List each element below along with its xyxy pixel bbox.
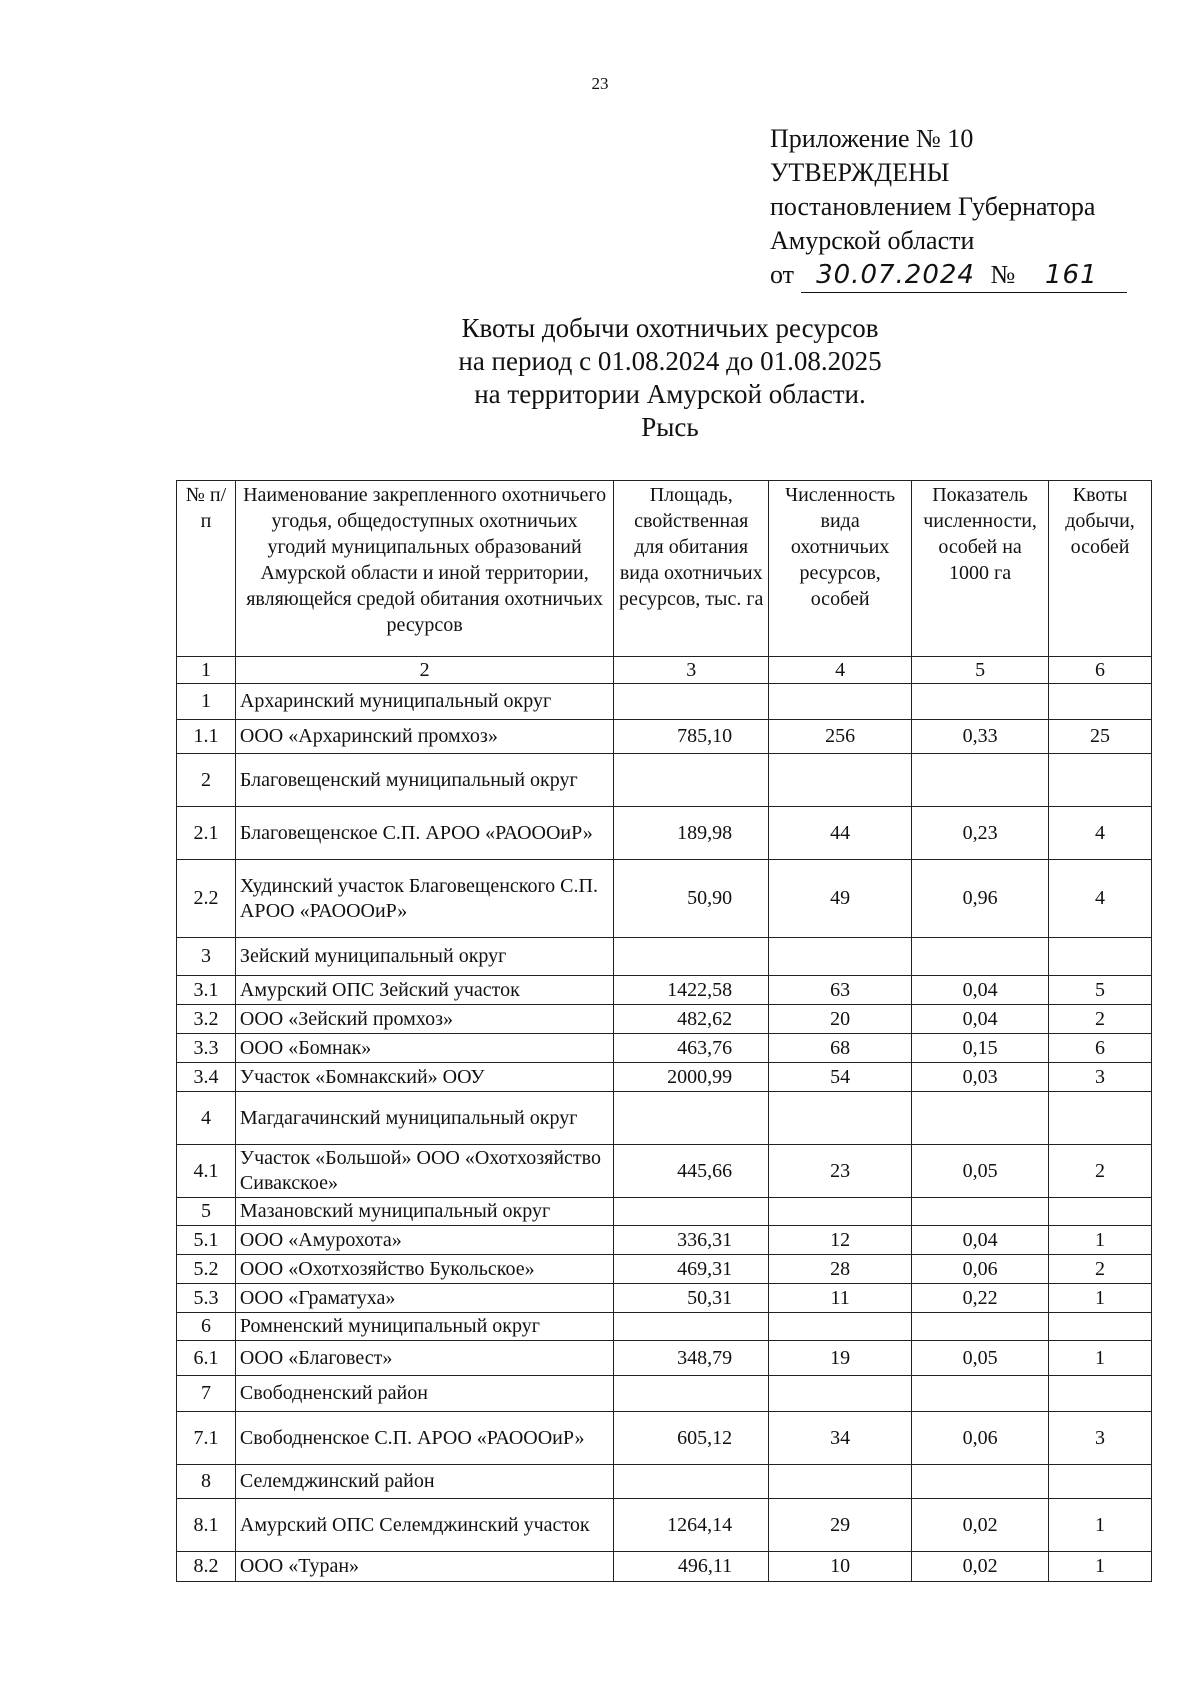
row-number-cell: 4 (177, 1092, 236, 1145)
quota-cell: 1 (1049, 1341, 1152, 1376)
population-cell: 63 (769, 976, 912, 1005)
title-species: Рысь (641, 412, 699, 442)
quota-cell: 2 (1049, 1255, 1152, 1284)
density-index-cell (912, 1313, 1049, 1341)
hunting-ground-name-cell: ООО «Архаринский промхоз» (235, 720, 613, 754)
hunting-ground-name-cell: Мазановский муниципальный округ (235, 1198, 613, 1226)
density-index-cell (912, 1092, 1049, 1145)
area-cell: 785,10 (614, 720, 769, 754)
column-number-cell: 2 (235, 657, 613, 684)
area-cell: 348,79 (614, 1341, 769, 1376)
column-number-cell: 4 (769, 657, 912, 684)
density-index-cell: 0,22 (912, 1284, 1049, 1313)
hunting-ground-name-cell: Худинский участок Благовещенского С.П. АРОО «РАОООиР» (235, 860, 613, 938)
population-cell: 29 (769, 1499, 912, 1552)
area-cell: 469,31 (614, 1255, 769, 1284)
quota-cell: 6 (1049, 1034, 1152, 1063)
row-number-cell: 1 (177, 684, 236, 720)
area-cell (614, 938, 769, 976)
quota-cell: 4 (1049, 807, 1152, 860)
column-number-row (177, 657, 1152, 684)
quota-cell (1049, 1092, 1152, 1145)
document-title (0, 312, 1200, 444)
hunting-ground-name-cell: Магдагачинский муниципальный округ (235, 1092, 613, 1145)
quota-cell: 1 (1049, 1499, 1152, 1552)
row-number-cell: 3 (177, 938, 236, 976)
area-cell: 189,98 (614, 807, 769, 860)
column-number-cell: 6 (1049, 657, 1152, 684)
area-cell: 605,12 (614, 1412, 769, 1465)
area-cell (614, 1376, 769, 1412)
decree-date-line (770, 258, 1127, 293)
hunting-ground-name-cell: Ромненский муниципальный округ (235, 1313, 613, 1341)
population-cell: 10 (769, 1552, 912, 1582)
date-underline (801, 258, 1128, 293)
hunting-ground-name-cell: ООО «Амурохота» (235, 1226, 613, 1255)
population-cell (769, 1198, 912, 1226)
quota-cell: 2 (1049, 1145, 1152, 1198)
hunting-ground-name-cell: Участок «Бомнакский» ООУ (235, 1063, 613, 1092)
hunting-ground-name-cell: ООО «Благовест» (235, 1341, 613, 1376)
population-cell (769, 1376, 912, 1412)
header-cell: Квоты добычи, особей (1049, 481, 1152, 657)
population-cell: 44 (769, 807, 912, 860)
population-cell: 20 (769, 1005, 912, 1034)
quota-cell (1049, 684, 1152, 720)
density-index-cell: 0,06 (912, 1412, 1049, 1465)
row-number-cell: 3.3 (177, 1034, 236, 1063)
table-row (177, 938, 1152, 976)
hunting-ground-name-cell: ООО «Туран» (235, 1552, 613, 1582)
density-index-cell: 0,15 (912, 1034, 1049, 1063)
table-row (177, 860, 1152, 938)
hunting-ground-name-cell: ООО «Бомнак» (235, 1034, 613, 1063)
population-cell (769, 938, 912, 976)
table-row (177, 1063, 1152, 1092)
area-cell: 463,76 (614, 1034, 769, 1063)
column-number-cell: 3 (614, 657, 769, 684)
population-cell (769, 1092, 912, 1145)
table-row (177, 1552, 1152, 1582)
table-row (177, 1034, 1152, 1063)
title-line-1: Квоты добычи охотничьих ресурсов (461, 313, 879, 343)
table-row (177, 1145, 1152, 1198)
table-header-row (177, 481, 1152, 657)
table-row (177, 720, 1152, 754)
hunting-ground-name-cell: Амурский ОПС Селемджинский участок (235, 1499, 613, 1552)
column-number-cell: 5 (912, 657, 1049, 684)
quota-cell: 3 (1049, 1063, 1152, 1092)
density-index-cell (912, 1465, 1049, 1499)
hunting-ground-name-cell: Участок «Большой» ООО «Охотхозяйство Сивакское» (235, 1145, 613, 1198)
table-row (177, 1092, 1152, 1145)
quota-cell: 3 (1049, 1412, 1152, 1465)
row-number-cell: 3.4 (177, 1063, 236, 1092)
hunting-ground-name-cell: ООО «Зейский промхоз» (235, 1005, 613, 1034)
hunting-ground-name-cell: Благовещенский муниципальный округ (235, 754, 613, 807)
quota-cell (1049, 938, 1152, 976)
density-index-cell (912, 1376, 1049, 1412)
table-row (177, 1198, 1152, 1226)
density-index-cell: 0,04 (912, 1226, 1049, 1255)
quota-cell: 2 (1049, 1005, 1152, 1034)
row-number-cell: 4.1 (177, 1145, 236, 1198)
decree-label: постановлением Губернатора (770, 192, 1096, 221)
header-cell: № п/п (177, 481, 236, 657)
table-row (177, 1465, 1152, 1499)
hunting-ground-name-cell: Свободненский район (235, 1376, 613, 1412)
table-row (177, 1255, 1152, 1284)
table-row (177, 1376, 1152, 1412)
hunting-ground-name-cell: Архаринский муниципальный округ (235, 684, 613, 720)
row-number-cell: 8.2 (177, 1552, 236, 1582)
quota-cell (1049, 1198, 1152, 1226)
population-cell: 256 (769, 720, 912, 754)
hunting-ground-name-cell: Зейский муниципальный округ (235, 938, 613, 976)
table-row (177, 807, 1152, 860)
hunting-ground-name-cell: Свободненское С.П. АРОО «РАОООиР» (235, 1412, 613, 1465)
density-index-cell: 0,23 (912, 807, 1049, 860)
approval-block (770, 122, 1127, 293)
population-cell: 68 (769, 1034, 912, 1063)
density-index-cell (912, 938, 1049, 976)
area-cell (614, 1092, 769, 1145)
quota-cell (1049, 1376, 1152, 1412)
population-cell (769, 1313, 912, 1341)
population-cell: 12 (769, 1226, 912, 1255)
density-index-cell (912, 1198, 1049, 1226)
density-index-cell: 0,06 (912, 1255, 1049, 1284)
table-row (177, 1226, 1152, 1255)
date-prefix: от (770, 260, 795, 289)
quota-cell: 1 (1049, 1284, 1152, 1313)
quota-cell (1049, 1465, 1152, 1499)
row-number-cell: 5.1 (177, 1226, 236, 1255)
table-row (177, 1005, 1152, 1034)
row-number-cell: 1.1 (177, 720, 236, 754)
hunting-ground-name-cell: ООО «Охотхозяйство Букольское» (235, 1255, 613, 1284)
hunting-ground-name-cell: Амурский ОПС Зейский участок (235, 976, 613, 1005)
header-cell: Численность вида охотничьих ресурсов, особей (769, 481, 912, 657)
column-number-cell: 1 (177, 657, 236, 684)
row-number-cell: 8 (177, 1465, 236, 1499)
population-cell: 54 (769, 1063, 912, 1092)
population-cell: 11 (769, 1284, 912, 1313)
table-row (177, 684, 1152, 720)
area-cell (614, 1313, 769, 1341)
area-cell: 482,62 (614, 1005, 769, 1034)
area-cell: 50,90 (614, 860, 769, 938)
density-index-cell: 0,05 (912, 1145, 1049, 1198)
area-cell: 445,66 (614, 1145, 769, 1198)
area-cell: 1264,14 (614, 1499, 769, 1552)
area-cell (614, 1198, 769, 1226)
row-number-cell: 2.2 (177, 860, 236, 938)
table-row (177, 1341, 1152, 1376)
density-index-cell: 0,33 (912, 720, 1049, 754)
row-number-cell: 2 (177, 754, 236, 807)
quota-cell: 25 (1049, 720, 1152, 754)
area-cell: 336,31 (614, 1226, 769, 1255)
row-number-cell: 6.1 (177, 1341, 236, 1376)
table-row (177, 1412, 1152, 1465)
hunting-ground-name-cell: Селемджинский район (235, 1465, 613, 1499)
row-number-cell: 3.1 (177, 976, 236, 1005)
hunting-ground-name-cell: Благовещенское С.П. АРОО «РАОООиР» (235, 807, 613, 860)
area-cell: 2000,99 (614, 1063, 769, 1092)
row-number-cell: 2.1 (177, 807, 236, 860)
population-cell: 49 (769, 860, 912, 938)
row-number-cell: 3.2 (177, 1005, 236, 1034)
appendix-label: Приложение № 10 (770, 124, 974, 153)
quota-cell: 4 (1049, 860, 1152, 938)
area-cell: 1422,58 (614, 976, 769, 1005)
row-number-cell: 5.2 (177, 1255, 236, 1284)
population-cell: 28 (769, 1255, 912, 1284)
handwritten-date: 30.07.2024 (816, 260, 975, 290)
population-cell: 23 (769, 1145, 912, 1198)
density-index-cell: 0,96 (912, 860, 1049, 938)
row-number-cell: 7.1 (177, 1412, 236, 1465)
area-cell: 50,31 (614, 1284, 769, 1313)
area-cell (614, 1465, 769, 1499)
row-number-cell: 5 (177, 1198, 236, 1226)
approved-label: УТВЕРЖДЕНЫ (770, 158, 950, 187)
population-cell (769, 754, 912, 807)
density-index-cell: 0,02 (912, 1499, 1049, 1552)
table-row (177, 754, 1152, 807)
table-row (177, 1499, 1152, 1552)
page-number: 23 (591, 74, 609, 93)
quota-cell (1049, 1313, 1152, 1341)
title-line-3: на территории Амурской области. (474, 379, 866, 409)
handwritten-number: 161 (1045, 260, 1098, 290)
area-cell (614, 684, 769, 720)
row-number-cell: 6 (177, 1313, 236, 1341)
header-cell: Наименование закрепленного охотничьего угодья, общедоступных охотничьих угодий муниципальных образований Амурской области и иной территории, являющейся средой обитания охотничьих ресурсов (235, 481, 613, 657)
table-row (177, 1313, 1152, 1341)
header-cell: Площадь, свойственная для обитания вида охотничьих ресурсов, тыс. га (614, 481, 769, 657)
population-cell: 19 (769, 1341, 912, 1376)
quota-cell: 1 (1049, 1226, 1152, 1255)
title-line-2: на период с 01.08.2024 до 01.08.2025 (458, 346, 882, 376)
quota-cell: 1 (1049, 1552, 1152, 1582)
quota-cell: 5 (1049, 976, 1152, 1005)
area-cell: 496,11 (614, 1552, 769, 1582)
population-cell: 34 (769, 1412, 912, 1465)
row-number-cell: 5.3 (177, 1284, 236, 1313)
density-index-cell: 0,02 (912, 1552, 1049, 1582)
area-cell (614, 754, 769, 807)
row-number-cell: 8.1 (177, 1499, 236, 1552)
density-index-cell: 0,04 (912, 1005, 1049, 1034)
region-label: Амурской области (770, 226, 975, 255)
density-index-cell: 0,03 (912, 1063, 1049, 1092)
table-body (177, 684, 1152, 1582)
density-index-cell (912, 684, 1049, 720)
header-cell: Показатель численности, особей на 1000 га (912, 481, 1049, 657)
quota-cell (1049, 754, 1152, 807)
hunting-ground-name-cell: ООО «Граматуха» (235, 1284, 613, 1313)
row-number-cell: 7 (177, 1376, 236, 1412)
density-index-cell: 0,05 (912, 1341, 1049, 1376)
quota-table (176, 480, 1152, 1582)
table-row (177, 1284, 1152, 1313)
density-index-cell (912, 754, 1049, 807)
population-cell (769, 1465, 912, 1499)
population-cell (769, 684, 912, 720)
density-index-cell: 0,04 (912, 976, 1049, 1005)
number-sign: № (990, 260, 1016, 289)
table-row (177, 976, 1152, 1005)
